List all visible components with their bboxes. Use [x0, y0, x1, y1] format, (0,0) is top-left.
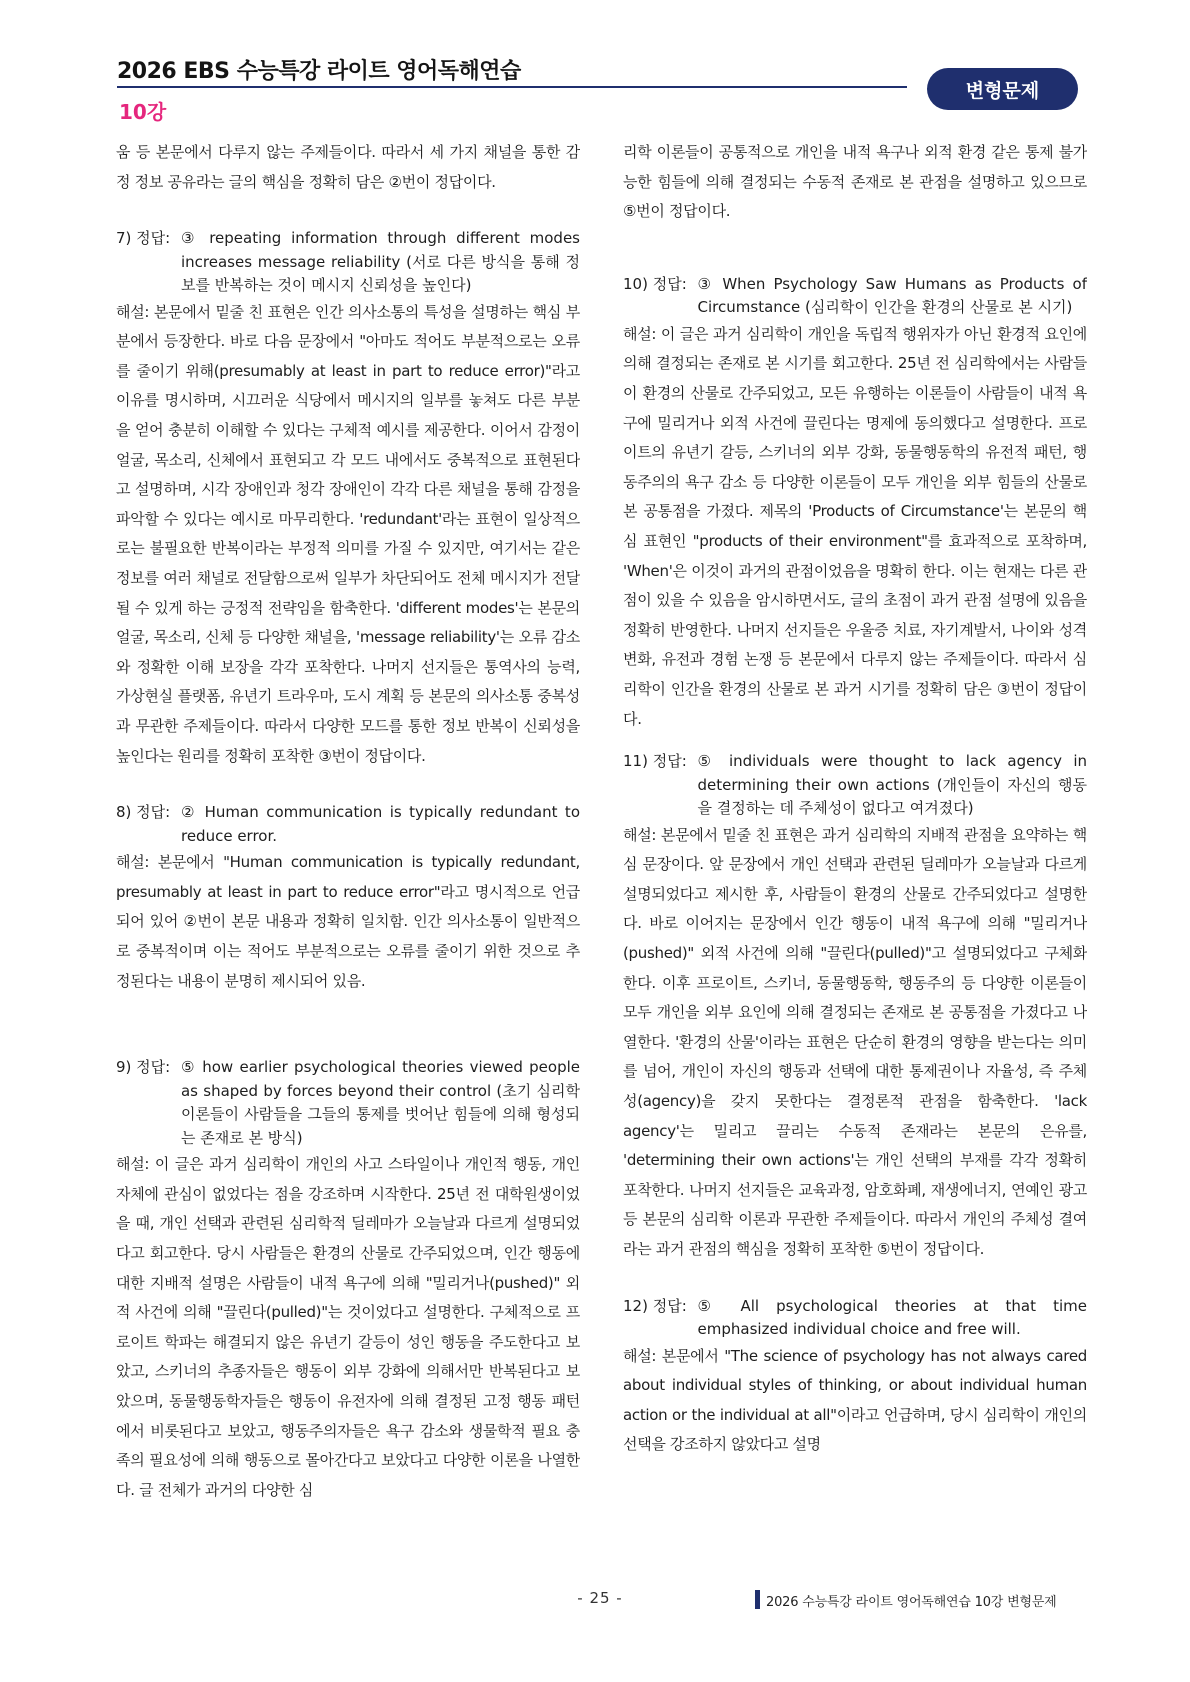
continued-text: 움 등 본문에서 다루지 않는 주제들이다. 따라서 세 가지 채널을 통한 감정 정보 공유라는 글의 핵심을 정확히 담은 ②번이 정답이다. — [116, 143, 580, 191]
answer-text: ⑤ how earlier psychological theories viewed people as shaped by forces beyond their control (초기 심리학 이론들이 사람들을 그들의 통제를 벗어난 힘들에 의해 형성되는 존재로 본 방식) — [180, 1058, 580, 1147]
header-divider — [117, 86, 907, 88]
explanation-12: 해설: 본문에서 "The science of psychology has not always cared about individual styles of thinking, or about individual human action or the individual at all"이라고 언급하며, 당시 심리학이 개인의 선택을 강조하지 않았다고 설명 — [623, 1346, 1087, 1454]
answer-label: 정답: — [136, 1058, 175, 1077]
answer-text: ③ repeating information through different modes increases message reliability (서로 다른 방식을 통해 정보를 반복하는 것이 메시지 신뢰성을 높인다) — [180, 229, 580, 295]
explanation-11: 해설: 본문에서 밑줄 친 표현은 과거 심리학의 지배적 관점을 요약하는 핵심 문장이다. 앞 문장에서 개인 선택과 관련된 딜레마가 오늘날과 다르게 설명되었다고 제시한 후, 사람들이 환경의 산물로 간주되었다고 설명한다. 바로 이어지는 문장에서 인간 행동이 내적 욕구에 의해 "밀리거나(pushed)" 외적 사건에 의해 "끌린다(pulled)"고 설명되었다고 구체화한다. 이후 프로이트, 스키너, 동물행동학, 행동주의 등 다양한 이론들이 모두 개인을 외부 요인에 의해 결정되는 존재로 본 공통점을 가졌다고 나열한다. '환경의 산물'이라는 표현은 단순히 환경의 영향을 받는다는 의미를 넘어, 개인이 자신의 행동과 선택에 대한 통제권이나 자율성, 즉 주체성(agency)을 갖지 못한다는 결정론적 관점을 함축한다. 'lack agency'는 밀리고 끌리는 수동적 존재라는 본문의 은유를, 'determining their own actions'는 개인 선택의 부재를 각각 정확히 포착한다. 나머지 선지들은 교육과정, 암호화폐, 재생에너지, 연예인 광고 등 본문의 심리학 이론과 무관한 주제들이다. 따라서 개인의 주체성 결여라는 과거 관점의 핵심을 정확히 포착한 ⑤번이 정답이다. — [623, 825, 1087, 1258]
answer-label: 정답: — [652, 752, 692, 771]
question-number: 12) — [623, 1296, 653, 1315]
question-number: 8) — [116, 803, 137, 822]
answer-10 — [623, 273, 1087, 320]
answer-label: 정답: — [136, 803, 175, 822]
right-column — [623, 138, 1087, 1558]
answer-text: ③ When Psychology Saw Humans as Products of Circumstance (심리학이 인간을 환경의 산물로 본 시기) — [697, 274, 1087, 317]
explanation-8: 해설: 본문에서 "Human communication is typically redundant, presumably at least in part to reduce error"라고 명시적으로 언급되어 있어 ②번이 본문 내용과 정확히 일치함. 인간 의사소통이 일반적으로 중복적이며 이는 적어도 부분적으로는 오류를 줄이기 위한 것으로 추정된다는 내용이 분명히 제시되어 있음. — [116, 853, 580, 990]
answer-label: 정답: — [652, 1296, 692, 1315]
footer-caption: 2026 수능특강 라이트 영어독해연습 10강 변형문제 — [766, 1595, 1057, 1610]
answer-9 — [116, 1056, 580, 1150]
explanation-10: 해설: 이 글은 과거 심리학이 개인을 독립적 행위자가 아닌 환경적 요인에 의해 결정되는 존재로 본 시기를 회고한다. 25년 전 심리학에서는 사람들이 환경의 산물로 간주되었고, 모든 유행하는 이론들이 사람들이 내적 욕구에 밀리거나 외적 사건에 끌린다는 명제에 동의했다고 설명한다. 프로이트의 유년기 갈등, 스키너의 외부 강화, 동물행동학의 유전적 패턴, 행동주의의 욕구 감소 등 다양한 이론들이 모두 개인을 외부 힘들의 산물로 본 공통점을 가졌다. 제목의 'Products of Circumstance'는 본문의 핵심 표현인 "products of their environment"를 효과적으로 포착하며, 'When'은 이것이 과거의 관점이었음을 명확히 한다. 이는 현재는 다른 관점이 있을 수 있음을 암시하면서도, 글의 초점이 과거 관점 설명에 있음을 정확히 반영한다. 나머지 선지들은 우울증 치료, 자기계발서, 나이와 성격 변화, 유전과 경험 논쟁 등 본문에서 다루지 않는 주제들이다. 따라서 심리학이 인간을 환경의 산물로 본 과거 시기를 정확히 담은 ③번이 정답이다. — [623, 324, 1087, 728]
answer-label: 정답: — [652, 274, 692, 293]
answer-7 — [116, 227, 580, 298]
answer-8 — [116, 801, 580, 848]
section-badge: 변형문제 — [927, 68, 1078, 110]
page-number: - 25 - — [577, 1589, 623, 1607]
lesson-label: 10강 — [119, 100, 167, 124]
question-number: 9) — [116, 1058, 137, 1077]
footer-accent-bar — [755, 1590, 760, 1609]
answer-11 — [623, 750, 1087, 821]
answer-text: ⑤ All psychological theories at that time emphasized individual choice and free will. — [697, 1296, 1087, 1338]
answer-text: ② Human communication is typically redundant to reduce error. — [180, 803, 580, 845]
explanation-7: 해설: 본문에서 밑줄 친 표현은 인간 의사소통의 특성을 설명하는 핵심 부분에서 등장한다. 바로 다음 문장에서 "아마도 적어도 부분적으로는 오류를 줄이기 위해(presumably at least in part to reduce error)"라고 이유를 명시하며, 시끄러운 식당에서 메시지의 일부를 놓쳐도 다른 부분을 얻어 충분히 이해할 수 있다는 구체적 예시를 제공한다. 이어서 감정이 얼굴, 목소리, 신체에서 표현되고 각 모드 내에서도 중복적으로 표현된다고 설명하며, 시각 장애인과 청각 장애인이 각각 다른 채널을 통해 감정을 파악할 수 있다는 예시로 마무리한다. 'redundant'라는 표현이 일상적으로는 불필요한 반복이라는 부정적 의미를 가질 수 있지만, 여기서는 같은 정보를 여러 채널로 전달함으로써 일부가 차단되어도 전체 메시지가 전달될 수 있게 하는 긍정적 전략임을 함축한다. 'different modes'는 본문의 얼굴, 목소리, 신체 등 다양한 채널을, 'message reliability'는 오류 감소와 정확한 이해 보장을 각각 포착한다. 나머지 선지들은 통역사의 능력, 가상현실 플랫폼, 유년기 트라우마, 도시 계획 등 본문의 의사소통 중복성과 무관한 주제들이다. 따라서 다양한 모드를 통한 정보 반복이 신뢰성을 높인다는 원리를 정확히 포착한 ③번이 정답이다. — [116, 302, 580, 765]
question-number: 10) — [623, 274, 653, 293]
answer-text: ⑤ individuals were thought to lack agency in determining their own actions (개인들이 자신의 행동을 결정하는 데 주체성이 없다고 여겨졌다) — [697, 752, 1087, 818]
explanation-9: 해설: 이 글은 과거 심리학이 개인의 사고 스타일이나 개인적 행동, 개인 자체에 관심이 없었다는 점을 강조하며 시작한다. 25년 전 대학원생이었을 때, 개인 선택과 관련된 심리학적 딜레마가 오늘날과 다르게 설명되었다고 회고한다. 당시 사람들은 환경의 산물로 간주되었으며, 인간 행동에 대한 지배적 설명은 사람들이 내적 욕구에 의해 "밀리거나(pushed)" 외적 사건에 의해 "끌린다(pulled)"는 것이었다고 설명한다. 구체적으로 프로이트 학파는 해결되지 않은 유년기 갈등이 성인 행동을 주도한다고 보았고, 스키너의 추종자들은 행동이 외부 강화에 의해서만 반복된다고 보았으며, 동물행동학자들은 행동이 유전자에 의해 결정된 고정 행동 패턴에서 비롯된다고 보았고, 행동주의자들은 욕구 감소와 생물학적 필요 충족의 필요성에 의해 행동으로 몰아간다고 보았다고 다양한 이론을 나열한다. 글 전체가 과거의 다양한 심 — [116, 1155, 580, 1499]
document-title: 2026 EBS 수능특강 라이트 영어독해연습 — [117, 59, 521, 84]
left-column — [116, 138, 580, 1558]
answer-label: 정답: — [136, 229, 175, 248]
question-number: 7) — [116, 229, 137, 248]
continued-text: 리학 이론들이 공통적으로 개인을 내적 욕구나 외적 환경 같은 통제 불가능한 힘들에 의해 결정되는 수동적 존재로 본 관점을 설명하고 있으므로 ⑤번이 정답이다. — [623, 143, 1087, 221]
question-number: 11) — [623, 752, 653, 771]
answer-12 — [623, 1295, 1087, 1342]
